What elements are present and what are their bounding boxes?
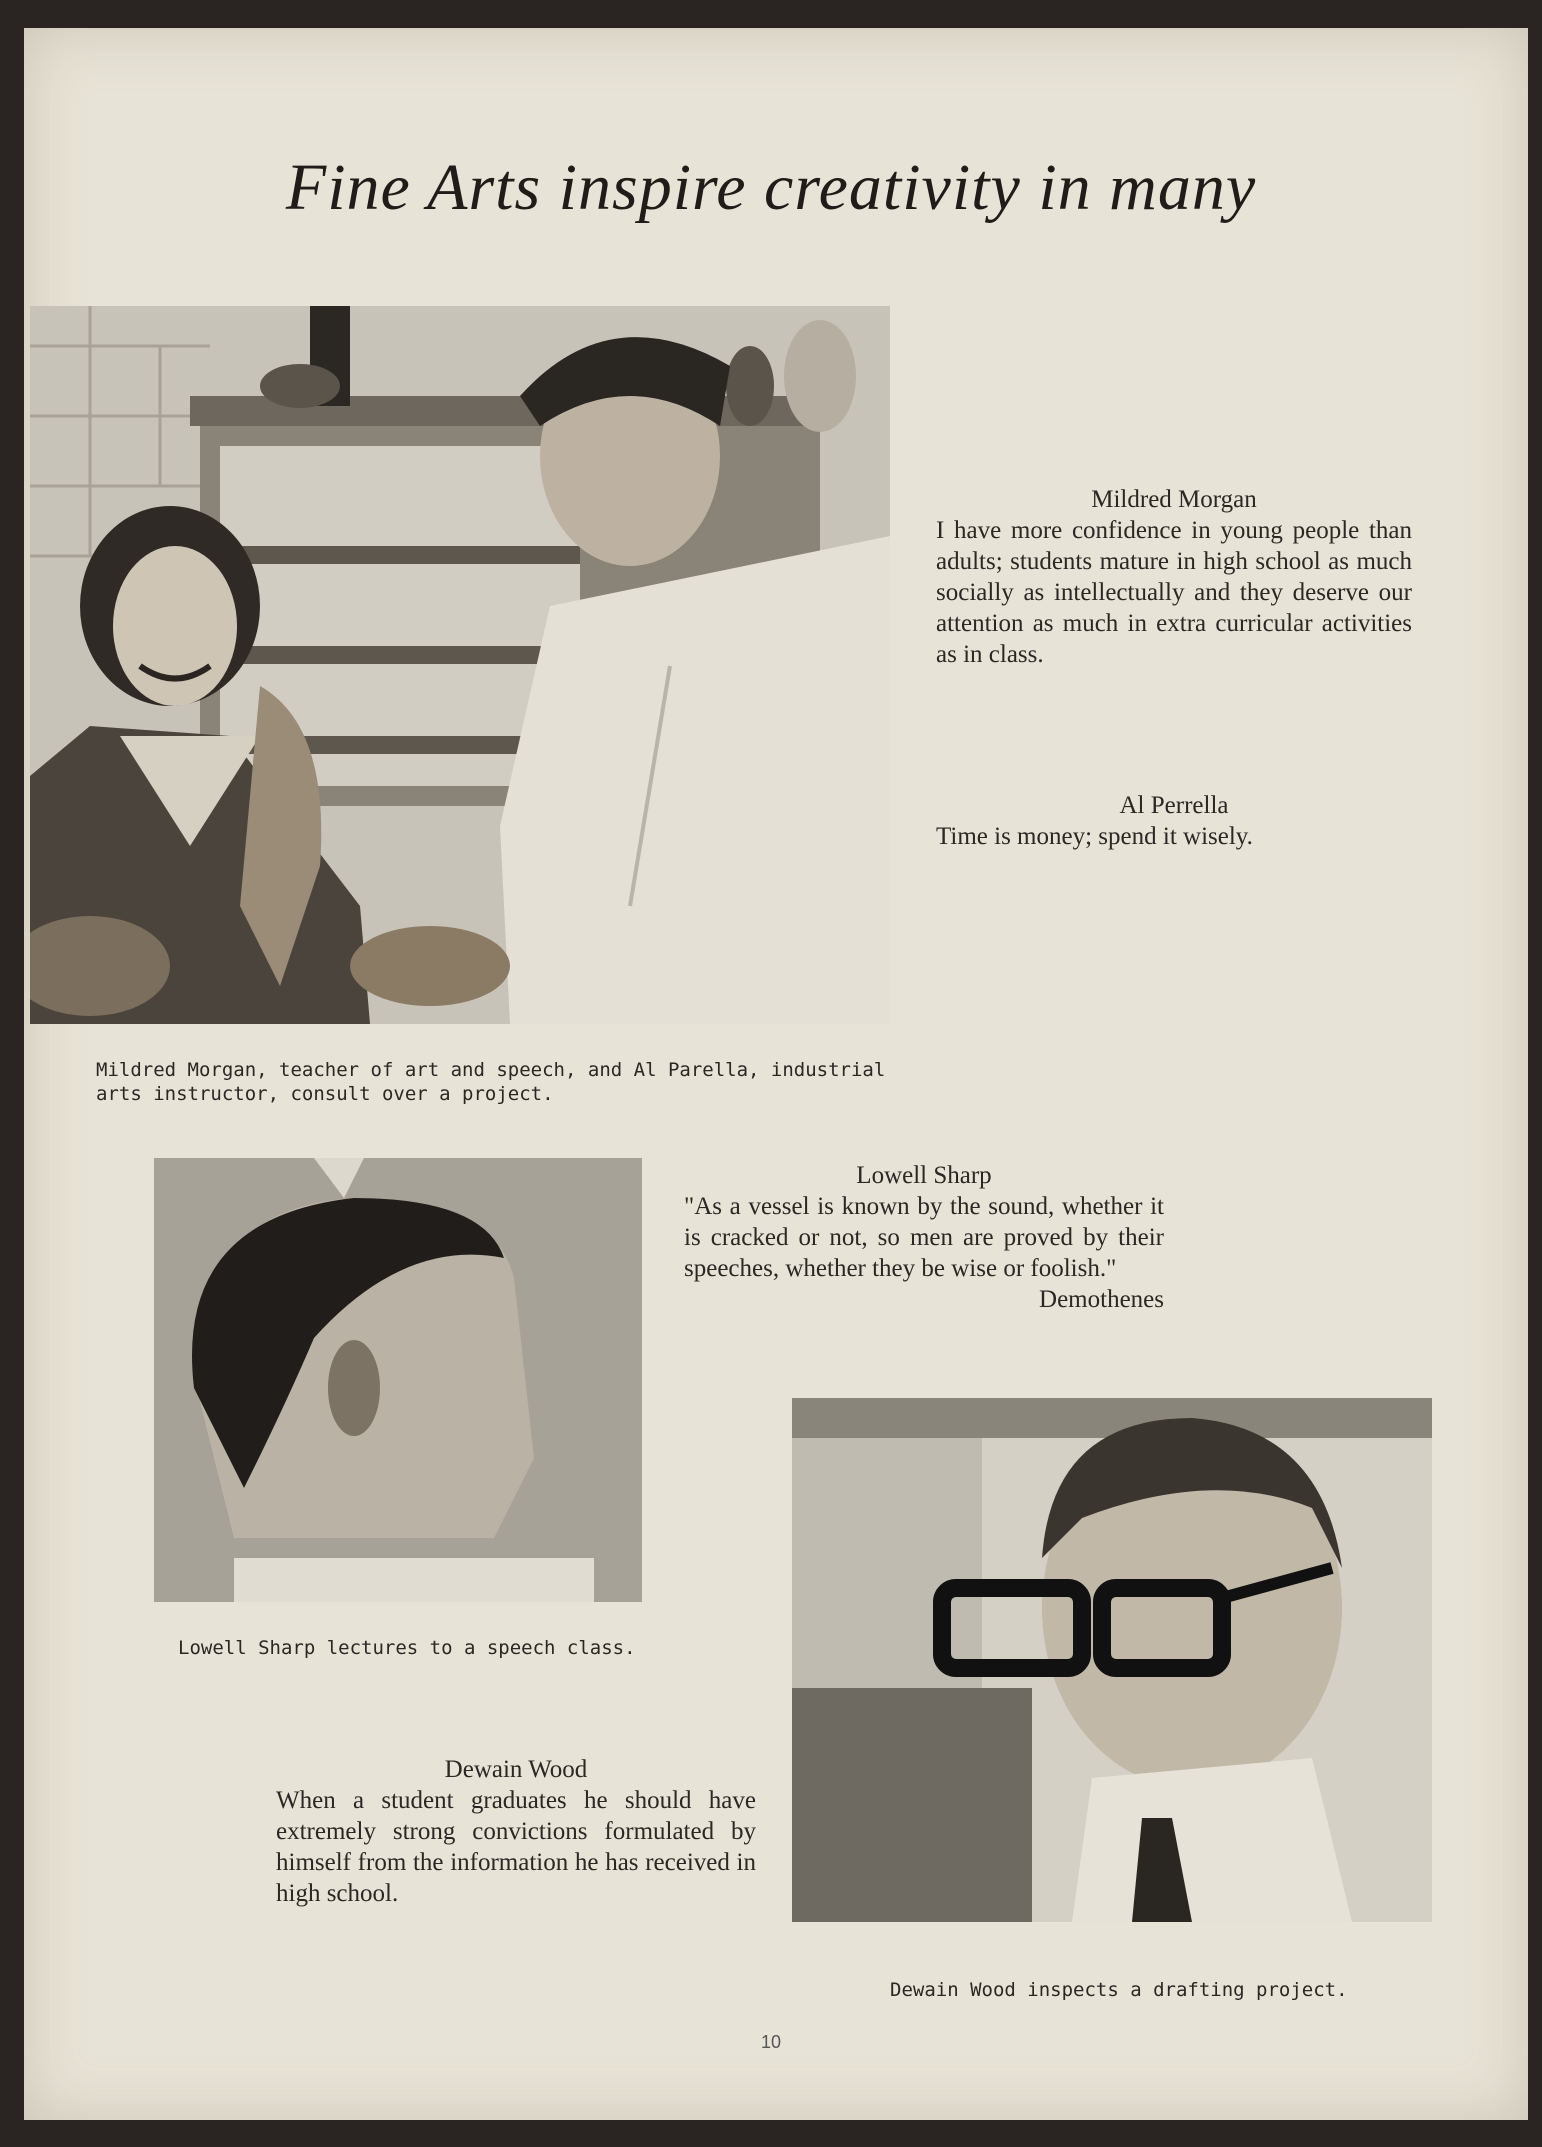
- photo-lowell-sharp: [154, 1158, 642, 1602]
- quote-text: I have more confidence in young people than adults; students mature in high school as much socially as intellectually and they deserve our attention as much in extra curricular activities as in class.: [936, 517, 1412, 668]
- page-title: Fine Arts inspire creativity in many: [285, 151, 1257, 224]
- quote-mildred-morgan: [936, 484, 1412, 670]
- photo-dewain-wood: [792, 1398, 1432, 1922]
- caption-dewain-wood: Dewain Wood inspects a drafting project.: [890, 1979, 1348, 2001]
- quote-text: When a student graduates he should have extremely strong convictions formulated by himself from the information he has received in high school.: [276, 1787, 756, 1907]
- quote-lowell-sharp: [684, 1160, 1164, 1315]
- quote-name: Mildred Morgan: [1091, 486, 1257, 513]
- photo-morgan-perrella: [30, 306, 890, 1024]
- page-number: 10: [760, 2032, 782, 2052]
- quote-name: Lowell Sharp: [856, 1162, 992, 1189]
- quote-text: Time is money; spend it wisely.: [936, 823, 1253, 850]
- quote-dewain-wood: [276, 1754, 756, 1909]
- quote-text: "As a vessel is known by the sound, whether it is cracked or not, so men are proved by their speeches, whether they be wise or foolish.": [684, 1193, 1164, 1282]
- quote-attribution: Demothenes: [1039, 1286, 1164, 1313]
- caption-morgan-perella: Mildred Morgan, teacher of art and speech, and Al Parella, industrial arts instructor, consult over a project.: [96, 1059, 886, 1105]
- caption-lowell-sharp: Lowell Sharp lectures to a speech class.: [178, 1637, 636, 1659]
- quote-al-perrella: [936, 790, 1412, 852]
- quote-name: Al Perrella: [1119, 792, 1229, 819]
- quote-name: Dewain Wood: [444, 1756, 588, 1783]
